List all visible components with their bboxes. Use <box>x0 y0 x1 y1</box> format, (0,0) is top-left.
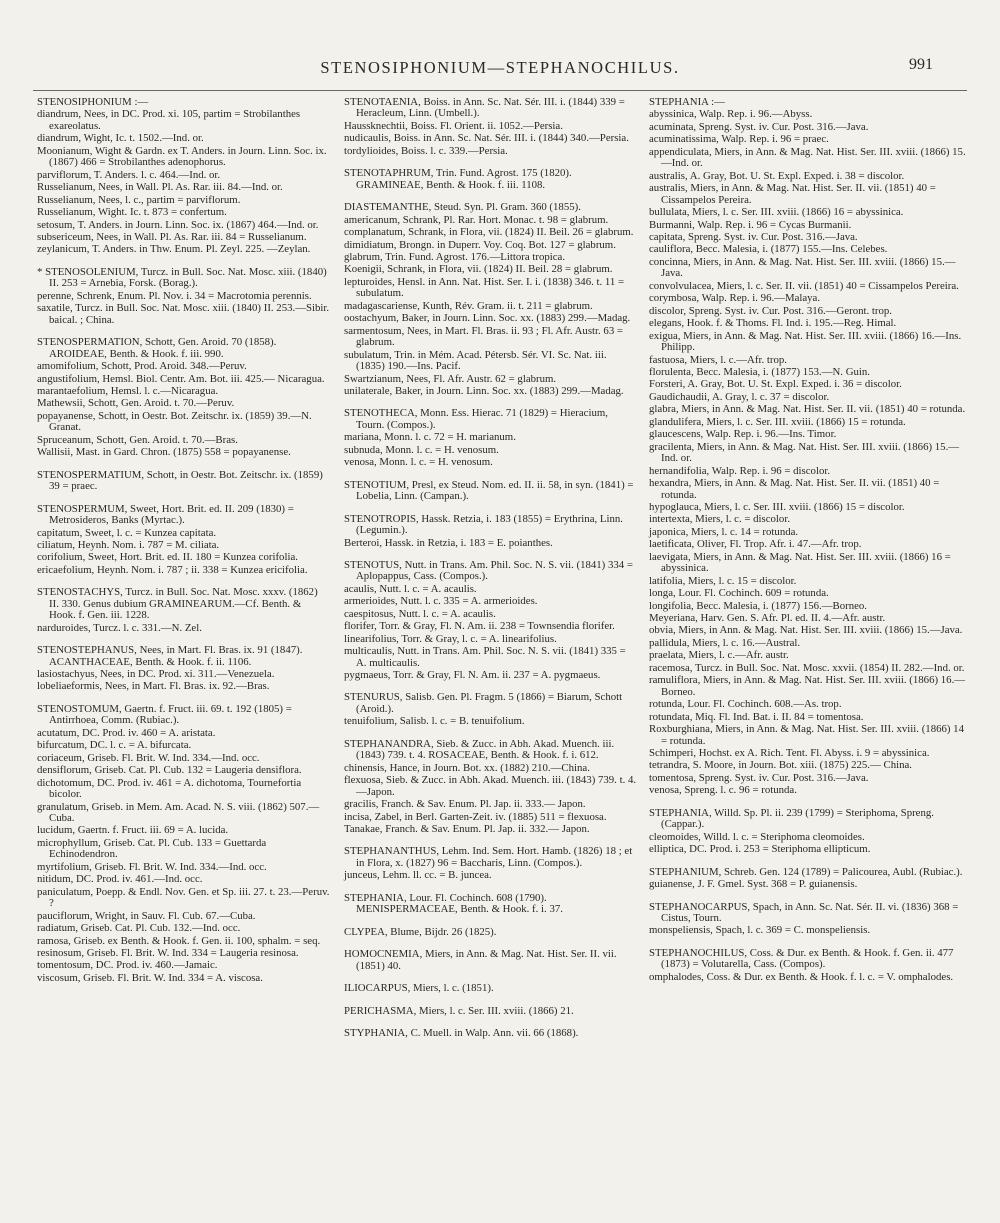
species-entry: ericaefolium, Heynh. Nom. i. 787 ; ii. 338 = Kunzea ericifolia. <box>37 563 308 576</box>
page-header <box>0 56 1000 82</box>
species-entry: dichotomum, DC. Prod. iv. 461 = A. dichotoma, Tournefortia bicolor. <box>37 776 302 801</box>
species-entry: paniculatum, Poepp. & Endl. Nov. Gen. et Sp. iii. 27. t. 23.—Peruv. ? <box>37 885 330 910</box>
header-rule <box>33 90 967 91</box>
species-entry: setosum, T. Anders. in Journ. Linn. Soc. ix. (1867) 464.—Ind. or. <box>37 218 319 231</box>
genus-entry: CLYPEA, Blume, Bijdr. 26 (1825). <box>344 925 497 938</box>
species-entry: zeylanicum, T. Anders. in Thw. Enum. Pl. Zeyl. 225. —Zeylan. <box>37 243 311 256</box>
species-entry: intertexta, Miers, l. c. = discolor. <box>649 513 791 526</box>
species-entry: corymbosa, Walp. Rep. i. 96.—Malaya. <box>649 292 821 305</box>
genus-entry: STENOTROPIS, Hassk. Retzia, i. 183 (1855) = Erythrina, Linn. (Legumin.). <box>344 512 623 537</box>
species-entry: microphyllum, Griseb. Cat. Pl. Cub. 133 = Guettarda Echinodendron. <box>37 836 267 861</box>
species-entry: dimidiatum, Brongn. in Duperr. Voy. Coq. Bot. 127 = glabrum. <box>344 238 616 251</box>
species-entry: abyssinica, Walp. Rep. i. 96.—Abyss. <box>649 108 813 121</box>
species-entry: pauciflorum, Wright, in Sauv. Fl. Cub. 67.—Cuba. <box>37 909 256 922</box>
page-number: 991 <box>909 56 933 73</box>
species-entry: corifolium, Sweet, Hort. Brit. ed. II. 180 = Kunzea corifolia. <box>37 551 298 564</box>
genus-entry: HOMOCNEMIA, Miers, in Ann. & Mag. Nat. Hist. Ser. II. vii. (1851) 40. <box>344 948 617 972</box>
column-middle <box>344 97 637 1040</box>
species-entry: Wallisii, Mast. in Gard. Chron. (1875) 558 = popayanense. <box>37 446 291 459</box>
species-entry: mariana, Monn. l. c. 72 = H. marianum. <box>344 431 516 444</box>
species-entry: myrtifolium, Griseb. Fl. Brit. W. Ind. 334.—Ind. occ. <box>37 860 267 873</box>
genus-entry: STENOTAPHRUM, Trin. Fund. Agrost. 175 (1820). GRAMINEAE, Benth. & Hook. f. iii. 1108. <box>344 167 572 191</box>
species-entry: radiatum, Griseb. Cat. Pl. Cub. 132.—Ind. occ. <box>37 922 241 935</box>
species-entry: subulatum, Trin. in Mém. Acad. Pétersb. Sér. VI. Sc. Nat. iii. (1835) 190.—Ins. Pacif. <box>344 348 607 373</box>
species-entry: rotundata, Miq. Fl. Ind. Bat. i. II. 84 = tomentosa. <box>649 710 864 723</box>
species-entry: hernandifolia, Walp. Rep. i. 96 = discolor. <box>649 464 831 477</box>
species-entry: Forsteri, A. Gray, Bot. U. St. Expl. Exped. i. 36 = discolor. <box>649 378 902 391</box>
species-entry: bullulata, Miers, l. c. Ser. III. xviii. (1866) 16 = abyssinica. <box>649 206 904 219</box>
genus-entry: STEPHANANDRA, Sieb. & Zucc. in Abh. Akad. Muench. iii. (1843) 739. t. 4. ROSACEAE, Benth. & Hook. f. i. 612. <box>344 737 615 762</box>
species-entry: venosa, Spreng. l. c. 96 = rotunda. <box>649 784 797 797</box>
species-entry: ramuliflora, Miers, in Ann. & Mag. Nat. Hist. Ser. III. xviii. (1866) 16.—Borneo. <box>649 674 966 698</box>
species-entry: coriaceum, Griseb. Fl. Brit. W. Ind. 334.—Ind. occ. <box>37 751 260 764</box>
species-entry: bifurcatum, DC. l. c. = A. bifurcata. <box>37 739 192 752</box>
genus-entry: * STENOSOLENIUM, Turcz. in Bull. Soc. Nat. Mosc. xiii. (1840) II. 253 = Arnebia, Forsk. (Borag.). <box>37 265 327 290</box>
genus-entry: STEPHANOCARPUS, Spach, in Ann. Sc. Nat. Sér. II. vi. (1836) 368 = Cistus, Tourn. <box>649 900 959 924</box>
species-entry: convolvulacea, Miers, l. c. Ser. II. vii. (1851) 40 = Cissampelos Pereira. <box>649 279 959 292</box>
species-entry: Russelianum, Nees, l. c., partim = parviflorum. <box>37 193 241 206</box>
species-entry: Swartzianum, Nees, Fl. Afr. Austr. 62 = glabrum. <box>344 372 557 385</box>
species-entry: acuminatissima, Walp. Rep. i. 96 = praec. <box>649 133 829 146</box>
species-entry: obvia, Miers, in Ann. & Mag. Nat. Hist. Ser. III. xviii. (1866) 15.—Java. <box>649 624 963 637</box>
species-entry: tomentosa, Spreng. Syst. iv. Cur. Post. 316.—Java. <box>649 771 869 784</box>
species-entry: armerioides, Nutt. l. c. 335 = A. armerioides. <box>344 595 538 608</box>
species-entry: guianense, J. F. Gmel. Syst. 368 = P. guianensis. <box>649 878 858 891</box>
species-entry: linearifolius, Torr. & Gray, l. c. = A. linearifolius. <box>344 632 557 645</box>
species-entry: cleomoides, Willd. l. c. = Steriphoma cleomoides. <box>649 830 865 843</box>
species-entry: subnuda, Monn. l. c. = H. venosum. <box>344 443 499 456</box>
species-entry: exigua, Miers, in Ann. & Mag. Nat. Hist. Ser. III. xviii. (1866) 16.—Ins. Philipp. <box>649 329 962 354</box>
species-entry: gracilenta, Miers, in Ann. & Mag. Nat. Hist. Ser. III. xviii. (1866) 15.—Ind. or. <box>649 440 960 465</box>
genus-entry: STENOSTEPHANUS, Nees, in Mart. Fl. Bras. ix. 91 (1847). ACANTHACEAE, Benth. & Hook. f. ii. 1106. <box>37 644 303 668</box>
species-entry: monspeliensis, Spach, l. c. 369 = C. monspeliensis. <box>649 924 871 937</box>
species-entry: discolor, Spreng. Syst. iv. Cur. Post. 316.—Geront. trop. <box>649 304 892 317</box>
species-entry: flexuosa, Sieb. & Zucc. in Abh. Akad. Muench. iii. (1843) 739. t. 4.—Japon. <box>344 774 637 798</box>
species-entry: longa, Lour. Fl. Cochinch. 609 = rotunda. <box>649 587 829 600</box>
species-entry: sarmentosum, Nees, in Mart. Fl. Bras. ii. 93 ; Fl. Afr. Austr. 63 = glabrum. <box>344 324 624 349</box>
species-entry: perenne, Schrenk, Enum. Pl. Nov. i. 34 = Macrotomia perennis. <box>37 289 312 302</box>
species-entry: Moonianum, Wight & Gardn. ex T. Anders. in Journ. Linn. Soc. ix. (1867) 466 = Strobilanthes adenophorus. <box>37 144 327 169</box>
species-entry: ciliatum, Heynh. Nom. i. 787 = M. ciliata. <box>37 538 220 551</box>
species-entry: madagascariense, Kunth, Rév. Gram. ii. t. 211 = glabrum. <box>344 299 593 312</box>
species-entry: capitata, Spreng. Syst. iv. Cur. Post. 316.—Java. <box>649 230 858 243</box>
genus-entry: STENOSPERMUM, Sweet, Hort. Brit. ed. II. 209 (1830) = Metrosideros, Banks (Myrtac.). <box>37 502 294 527</box>
genus-entry: ILIOCARPUS, Miers, l. c. (1851). <box>344 982 494 995</box>
species-entry: florifer, Torr. & Gray, Fl. N. Am. ii. 238 = Townsendia florifer. <box>344 620 615 633</box>
species-entry: australis, A. Gray, Bot. U. St. Expl. Exped. i. 38 = discolor. <box>649 169 905 182</box>
genus-entry: STEPHANANTHUS, Lehm. Ind. Sem. Hort. Hamb. (1826) 18 ; et in Flora, x. (1827) 96 = Baccharis, Linn. (Compos.). <box>344 845 633 869</box>
species-entry: japonica, Miers, l. c. 14 = rotunda. <box>649 525 799 538</box>
genus-entry: STENOSIPHONIUM :— <box>37 96 149 108</box>
species-entry: Russelianum, Wight. Ic. t. 873 = confertum. <box>37 206 227 219</box>
genus-entry: DIASTEMANTHE, Steud. Syn. Pl. Gram. 360 (1855). <box>344 201 581 214</box>
species-entry: incisa, Zabel, in Berl. Garten-Zeit. iv. (1885) 511 = flexuosa. <box>344 810 607 823</box>
genus-entry: STENOSTOMUM, Gaertn. f. Fruct. iii. 69. t. 192 (1805) = Antirrhoea, Comm. (Rubiac.). <box>37 702 292 727</box>
genus-entry: STENOTUS, Nutt. in Trans. Am. Phil. Soc. N. S. vii. (1841) 334 = Aplopappus, Cass. (Compos.). <box>344 558 633 583</box>
species-entry: Haussknechtii, Boiss. Fl. Orient. ii. 1052.—Persia. <box>344 119 563 132</box>
species-entry: capitatum, Sweet, l. c. = Kunzea capitata. <box>37 526 217 539</box>
species-entry: marantaefolium, Hemsl. l. c.—Nicaragua. <box>37 384 219 397</box>
species-entry: tenuifolium, Salisb. l. c. = B. tenuifolium. <box>344 715 525 728</box>
species-entry: omphalodes, Coss. & Dur. ex Benth. & Hook. f. l. c. = V. omphalodes. <box>649 970 954 983</box>
species-entry: laevigata, Miers, in Ann. & Mag. Nat. Hist. Ser. III. xviii. (1866) 16 = abyssinica. <box>649 550 951 575</box>
species-entry: junceus, Lehm. ll. cc. = B. juncea. <box>344 869 492 882</box>
species-entry: Spruceanum, Schott, Gen. Aroid. t. 70.—Bras. <box>37 433 238 446</box>
species-entry: acutatum, DC. Prod. iv. 460 = A. aristata. <box>37 726 216 739</box>
species-entry: Meyeriana, Harv. Gen. S. Afr. Pl. ed. II. 4.—Afr. austr. <box>649 612 886 625</box>
column-left <box>37 97 330 985</box>
genus-entry: STEPHANIA :— <box>649 96 725 108</box>
species-entry: acaulis, Nutt. l. c. = A. acaulis. <box>344 582 477 595</box>
species-entry: australis, Miers, in Ann. & Mag. Nat. Hist. Ser. II. vii. (1851) 40 = Cissampelos Pereira. <box>649 182 936 206</box>
genus-entry: STEPHANIUM, Schreb. Gen. 124 (1789) = Palicourea, Aubl. (Rubiac.). <box>649 865 963 878</box>
species-entry: appendiculata, Miers, in Ann. & Mag. Nat. Hist. Ser. III. xviii. (1866) 15.—Ind. or. <box>649 145 966 170</box>
species-entry: longifolia, Becc. Malesia, i. (1877) 156.—Borneo. <box>649 599 867 612</box>
species-entry: pygmaeus, Torr. & Gray, Fl. N. Am. ii. 237 = A. pygmaeus. <box>344 669 601 682</box>
genus-entry: STYPHANIA, C. Muell. in Walp. Ann. vii. 66 (1868). <box>344 1027 579 1039</box>
species-entry: narduroides, Turcz. l. c. 331.—N. Zel. <box>37 621 202 634</box>
species-entry: glabrum, Trin. Fund. Agrost. 176.—Littora tropica. <box>344 250 566 263</box>
species-entry: amomifolium, Schott, Prod. Aroid. 348.—Peruv. <box>37 360 247 373</box>
species-entry: rotunda, Lour. Fl. Cochinch. 608.—As. trop. <box>649 698 842 711</box>
species-entry: angustifolium, Hemsl. Biol. Centr. Am. Bot. iii. 425.— Nicaragua. <box>37 372 325 385</box>
species-entry: elliptica, DC. Prod. i. 253 = Steriphoma ellipticum. <box>649 843 871 856</box>
genus-entry: STEPHANIA, Lour. Fl. Cochinch. 608 (1790). MENISPERMACEAE, Benth. & Hook. f. i. 37. <box>344 891 563 916</box>
species-entry: popayanense, Schott, in Oestr. Bot. Zeitschr. ix. (1859) 39.—N. Granat. <box>37 409 312 434</box>
species-entry: unilaterale, Baker, in Journ. Linn. Soc. xx. (1883) 299.—Madag. <box>344 384 624 397</box>
species-entry: gracilis, Franch. & Sav. Enum. Pl. Jap. ii. 333.— Japon. <box>344 798 586 811</box>
genus-entry: STENOSPERMATIUM, Schott, in Oestr. Bot. Zeitschr. ix. (1859) 39 = praec. <box>37 468 323 493</box>
species-entry: glabra, Miers, in Ann. & Mag. Nat. Hist. Ser. II. vii. (1851) 40 = rotunda. <box>649 403 966 416</box>
species-entry: tetrandra, S. Moore, in Journ. Bot. xiii. (1875) 225.— China. <box>649 759 912 772</box>
species-entry: caespitosus, Nutt. l. c. = A. acaulis. <box>344 607 496 620</box>
species-entry: ramosa, Griseb. ex Benth. & Hook. f. Gen. ii. 100, sphalm. = seq. <box>37 934 321 947</box>
species-entry: lucidum, Gaertn. f. Fruct. iii. 69 = A. lucida. <box>37 824 229 837</box>
species-entry: latifolia, Miers, l. c. 15 = discolor. <box>649 574 797 587</box>
species-entry: concinna, Miers, in Ann. & Mag. Nat. Hist. Ser. III. xviii. (1866) 15.—Java. <box>649 255 956 280</box>
species-entry: lobeliaeformis, Nees, in Mart. Fl. Bras. ix. 92.—Bras. <box>37 680 270 693</box>
species-entry: cauliflora, Becc. Malesia, i. (1877) 155.—Ins. Celebes. <box>649 243 888 256</box>
column-right <box>649 97 967 984</box>
species-entry: resinosum, Griseb. Fl. Brit. W. Ind. 334 = Laugeria resinosa. <box>37 947 299 959</box>
species-entry: Gaudichaudii, A. Gray, l. c. 37 = discolor. <box>649 390 830 403</box>
species-entry: subsericeum, Nees, in Wall. Pl. As. Rar. iii. 84 = Russelianum. <box>37 230 307 243</box>
species-entry: acuminata, Spreng. Syst. iv. Cur. Post. 316.—Java. <box>649 120 869 133</box>
species-entry: tordylioides, Boiss. l. c. 339.—Persia. <box>344 144 508 157</box>
genus-entry: STENURUS, Salisb. Gen. Pl. Fragm. 5 (1866) = Biarum, Schott (Aroid.). <box>344 691 623 715</box>
species-entry: laetificata, Oliver, Fl. Trop. Afr. i. 47.—Afr. trop. <box>649 538 862 551</box>
genus-entry: STENOSPERMATION, Schott, Gen. Aroid. 70 (1858). AROIDEAE, Benth. & Hook. f. iii. 990. <box>37 336 277 360</box>
genus-entry: STENOSTACHYS, Turcz. in Bull. Soc. Nat. Mosc. xxxv. (1862) II. 330. Genus dubium GRAMINEARUM.—Cf. Benth. & Hook. f. Gen. iii. 1228. <box>37 586 318 622</box>
species-entry: Koenigii, Schrank, in Flora, vii. (1824) II. Beil. 28 = glabrum. <box>344 263 613 276</box>
species-entry: pallidula, Miers, l. c. 16.—Austral. <box>649 636 801 649</box>
species-entry: oostachyum, Baker, in Journ. Linn. Soc. xx. (1883) 299.—Madag. <box>344 312 631 325</box>
species-entry: americanum, Schrank, Pl. Rar. Hort. Monac. t. 98 = glabrum. <box>344 213 609 226</box>
species-entry: racemosa, Turcz. in Bull. Soc. Nat. Mosc. xxvii. (1854) II. 282.—Ind. or. <box>649 661 965 674</box>
species-entry: Russelianum, Nees, in Wall. Pl. As. Rar. iii. 84.—Ind. or. <box>37 181 283 194</box>
species-entry: glaucescens, Walp. Rep. i. 96.—Ins. Timor. <box>649 428 837 441</box>
species-entry: densiflorum, Griseb. Cat. Pl. Cub. 132 = Laugeria densiflora. <box>37 764 302 777</box>
species-entry: Schimperi, Hochst. ex A. Rich. Tent. Fl. Abyss. i. 9 = abyssinica. <box>649 747 930 760</box>
species-entry: Mathewsii, Schott, Gen. Aroid. t. 70.—Peruv. <box>37 397 235 410</box>
species-entry: chinensis, Hance, in Journ. Bot. xx. (1882) 210.—China. <box>344 761 590 774</box>
species-entry: nudicaulis, Boiss. in Ann. Sc. Nat. Sér. III. i. (1844) 340.—Persia. <box>344 132 629 145</box>
genus-entry: STENOTHECA, Monn. Ess. Hierac. 71 (1829) = Hieracium, Tourn. (Compos.). <box>344 407 608 431</box>
species-entry: venosa, Monn. l. c. = H. venosum. <box>344 456 493 469</box>
species-entry: fastuosa, Miers, l. c.—Afr. trop. <box>649 353 787 366</box>
species-entry: saxatile, Turcz. in Bull. Soc. Nat. Mosc. xiii. (1840) II. 253.—Sibir. baical. ; China. <box>37 302 330 326</box>
species-entry: tomentosum, DC. Prod. iv. 460.—Jamaic. <box>37 959 218 972</box>
species-entry: parviflorum, T. Anders. l. c. 464.—Ind. or. <box>37 168 221 181</box>
species-entry: lepturoides, Hensl. in Ann. Nat. Hist. Ser. I. i. (1838) 346. t. 11 = subulatum. <box>344 275 625 300</box>
species-entry: viscosum, Griseb. Fl. Brit. W. Ind. 334 = A. viscosa. <box>37 971 263 984</box>
genus-entry: STEPHANIA, Willd. Sp. Pl. ii. 239 (1799) = Steriphoma, Spreng. (Cappar.). <box>649 806 934 831</box>
species-entry: diandrum, Wight, Ic. t. 1502.—Ind. or. <box>37 132 204 145</box>
species-entry: multicaulis, Nutt. in Trans. Am. Phil. Soc. N. S. vii. (1841) 335 = A. multicaulis. <box>344 645 626 669</box>
species-entry: complanatum, Schrank, in Flora, vii. (1824) II. Beil. 26 = glabrum. <box>344 226 634 239</box>
species-entry: lasiostachyus, Nees, in DC. Prod. xi. 311.—Venezuela. <box>37 668 275 681</box>
species-entry: hexandra, Miers, in Ann. & Mag. Nat. Hist. Ser. II. vii. (1851) 40 = rotunda. <box>649 477 940 501</box>
species-entry: elegans, Hook. f. & Thoms. Fl. Ind. i. 195.—Reg. Himal. <box>649 317 897 330</box>
species-entry: Berteroi, Hassk. in Retzia, i. 183 = E. poianthes. <box>344 536 553 549</box>
species-entry: praelata, Miers, l. c.—Afr. austr. <box>649 649 789 662</box>
species-entry: florulenta, Becc. Malesia, i. (1877) 153.—N. Guin. <box>649 365 870 378</box>
genus-entry: STEPHANOCHILUS, Coss. & Dur. ex Benth. & Hook. f. Gen. ii. 477 (1873) = Volutarella, Cass. (Compos). <box>649 946 954 971</box>
species-entry: Burmanni, Walp. Rep. i. 96 = Cycas Burmanii. <box>649 218 852 231</box>
species-entry: nitidum, DC. Prod. iv. 461.—Ind. occ. <box>37 873 203 886</box>
species-entry: Tanakae, Franch. & Sav. Enum. Pl. Jap. ii. 332.— Japon. <box>344 823 590 836</box>
species-entry: hypoglauca, Miers, l. c. Ser. III. xviii. (1866) 15 = discolor. <box>649 500 905 513</box>
species-entry: granulatum, Griseb. in Mem. Am. Acad. N. S. viii. (1862) 507.—Cuba. <box>37 800 320 825</box>
running-title: STENOSIPHONIUM—STEPHANOCHILUS. <box>320 58 680 77</box>
species-entry: Roxburghiana, Miers, in Ann. & Mag. Nat. Hist. Ser. III. xviii. (1866) 14 = rotunda. <box>649 723 964 747</box>
genus-entry: STENOTIUM, Presl, ex Steud. Nom. ed. II. ii. 58, in syn. (1841) = Lobelia, Linn. (Campan.). <box>344 478 634 503</box>
genus-entry: PERICHASMA, Miers, l. c. Ser. III. xviii. (1866) 21. <box>344 1004 574 1017</box>
genus-entry: STENOTAENIA, Boiss. in Ann. Sc. Nat. Sér. III. i. (1844) 339 = Heracleum, Linn. (Umbell.). <box>344 96 625 120</box>
species-entry: glandulifera, Miers, l. c. Ser. III. xviii. (1866) 15 = rotunda. <box>649 415 906 428</box>
species-entry: diandrum, Nees, in DC. Prod. xi. 105, partim = Strobilanthes exareolatus. <box>37 108 301 132</box>
